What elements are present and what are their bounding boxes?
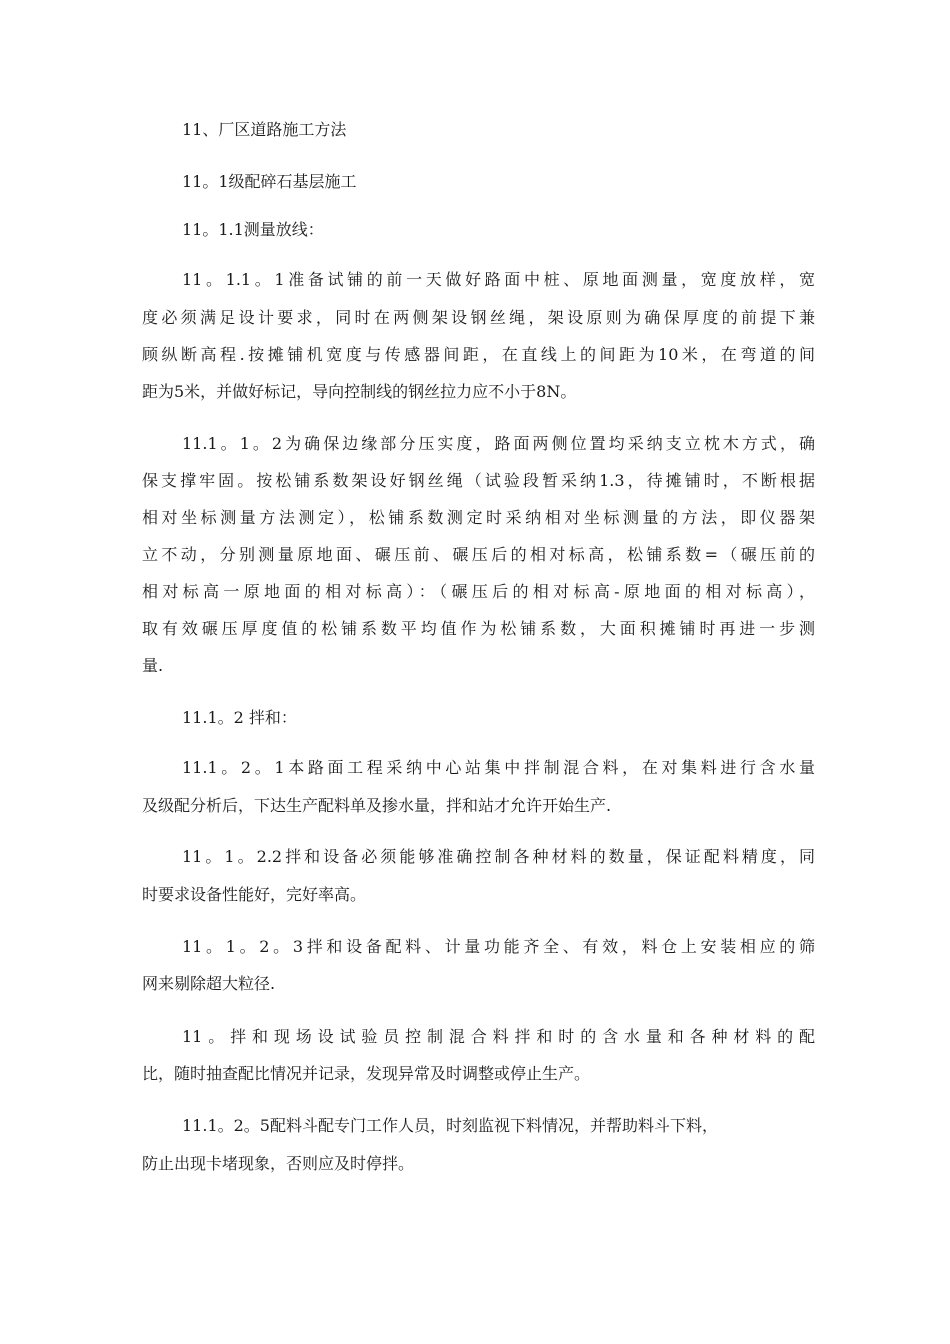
paragraph-5-line-2: 网来剔除超大粒径. [142, 974, 276, 993]
heading-section-11-1-1: 11。1.1测量放线： [182, 220, 324, 239]
paragraph-2-line-3: 相对坐标测量方法测定），松铺系数测定时采纳相对坐标测量的方法，即仪器架 [142, 508, 815, 527]
paragraph-2-line-2: 保支撑牢固。按松铺系数架设好钢丝绳（试验段暂采纳1.3，待摊铺时，不断根据 [142, 471, 815, 490]
paragraph-6-line-2: 比，随时抽查配比情况并记录，发现异常及时调整或停止生产。 [142, 1064, 591, 1083]
heading-section-11: 11、厂区道路施工方法 [182, 120, 347, 139]
paragraph-2-line-7: 量. [142, 656, 164, 675]
paragraph-1-line-4: 距为5米，并做好标记，导向控制线的钢丝拉力应不小于8N。 [142, 382, 577, 401]
paragraph-2-line-5: 相对标高一原地面的相对标高）：（碾压后的相对标高-原地面的相对标高）， [142, 582, 815, 601]
paragraph-1-line-3: 顾纵断高程.按摊铺机宽度与传感器间距，在直线上的间距为10米，在弯道的间 [142, 345, 815, 364]
paragraph-5-line-1: 11。1。2。3拌和设备配料、计量功能齐全、有效，料仓上安装相应的筛 [182, 937, 815, 956]
paragraph-4-line-2: 时要求设备性能好，完好率高。 [142, 885, 367, 904]
paragraph-3-line-1: 11.1。2。1本路面工程采纳中心站集中拌制混合料，在对集料进行含水量 [182, 758, 815, 777]
paragraph-6-line-1: 11。拌和现场设试验员控制混合料拌和时的含水量和各种材料的配 [182, 1027, 815, 1046]
heading-section-11-1: 11。1级配碎石基层施工 [182, 172, 357, 191]
paragraph-7-line-1: 11.1。2。5配料斗配专门工作人员，时刻监视下料情况，并帮助料斗下料， [182, 1116, 718, 1135]
paragraph-1-line-2: 度必须满足设计要求，同时在两侧架设钢丝绳，架设原则为确保厚度的前提下兼 [142, 308, 815, 327]
paragraph-2-line-1: 11.1。1。2为确保边缘部分压实度，路面两侧位置均采纳支立枕木方式，确 [182, 434, 815, 453]
paragraph-4-line-1: 11。1。2.2拌和设备必须能够准确控制各种材料的数量，保证配料精度，同 [182, 847, 815, 866]
paragraph-2-line-4: 立不动，分别测量原地面、碾压前、碾压后的相对标高，松铺系数=（碾压前的 [142, 545, 815, 564]
heading-section-11-1-2: 11.1。2 拌和： [182, 708, 297, 727]
paragraph-3-line-2: 及级配分析后，下达生产配料单及掺水量，拌和站才允许开始生产. [142, 796, 612, 815]
paragraph-2-line-6: 取有效碾压厚度值的松铺系数平均值作为松铺系数，大面积摊铺时再进一步测 [142, 619, 815, 638]
paragraph-7-line-2: 防止出现卡堵现象，否则应及时停拌。 [142, 1154, 415, 1173]
paragraph-1-line-1: 11。1.1。1准备试铺的前一天做好路面中桩、原地面测量，宽度放样，宽 [182, 270, 815, 289]
